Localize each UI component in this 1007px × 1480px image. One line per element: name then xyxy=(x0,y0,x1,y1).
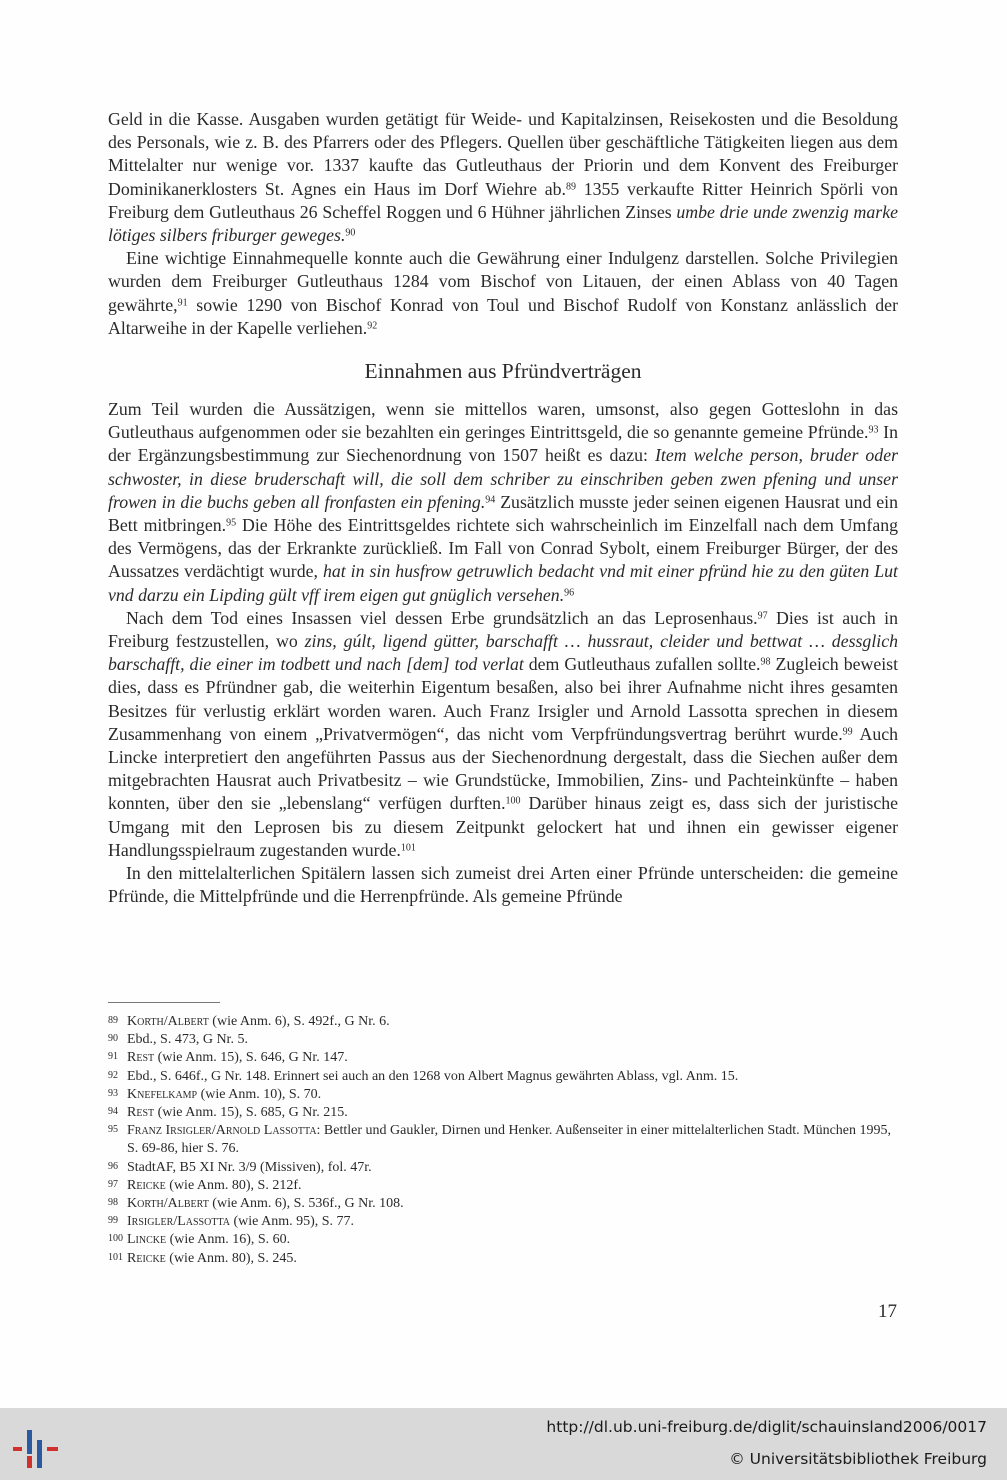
footnote-number: 98 xyxy=(108,1197,118,1209)
footnote-text: Korth/Albert (wie Anm. 6), S. 492f., G Nr. 6. xyxy=(127,1014,390,1029)
footnote-text: StadtAF, B5 XI Nr. 3/9 (Missiven), fol. 47r. xyxy=(127,1159,372,1175)
footnote-number: 95 xyxy=(108,1124,118,1136)
footnote-text: Ebd., S. 473, G Nr. 5. xyxy=(127,1032,248,1048)
author-name: Rest xyxy=(127,1050,155,1066)
footnote-item xyxy=(108,1031,898,1049)
footnote-number: 89 xyxy=(108,1015,118,1026)
footnote-text: Rest (wie Anm. 15), S. 685, G Nr. 215. xyxy=(127,1105,348,1121)
footnote-number: 93 xyxy=(108,1087,118,1099)
footnote-item xyxy=(108,1068,898,1086)
footnote-item xyxy=(108,1195,898,1213)
italic-quote: umbe drie unde zwenzig marke lötiges silbers friburger geweges. xyxy=(108,201,898,246)
footnote-text: Lincke (wie Anm. 16), S. 60. xyxy=(127,1232,291,1248)
footnote-item xyxy=(108,1231,898,1249)
footnote-divider xyxy=(108,1002,220,1003)
footnote-number: 97 xyxy=(108,1178,118,1190)
author-name: Rest xyxy=(127,1105,155,1121)
copyright-notice: © Universitätsbibliothek Freiburg xyxy=(729,1450,987,1468)
footnote-item xyxy=(108,1122,898,1158)
footnote-ref: 92 xyxy=(367,320,378,332)
footnote-item xyxy=(108,1177,898,1195)
footnote-text: Rest (wie Anm. 15), S. 646, G Nr. 147. xyxy=(127,1050,348,1066)
paragraph-3: Zum Teil wurden die Aussätzigen, wenn sie mittellos waren, umsonst, also gegen Gotteslohn in das Gutleuthaus aufgenommen oder sie bezahlten ein geringes Eintrittsgeld, die so genannte gemeine Pfründe.$^{93}$ In der Ergänzungsbestimmung zur Siechenordnung von 1507 heißt es dazu: Item welche person, bruder oder schwoster, in diese bruderschaft will, die soll dem schriber zu einschriben geben zwen pfening und unser frowen in die buchs geben all fronfasten ein pfening.$^{94}$ Zusätzlich musste jeder seinen eigenen Hausrat und ein Bett mitbringen.$^{95}$ Die Höhe des Eintrittsgeldes richtete sich wahrscheinlich im Einzelfall nach dem Umfang des Vermögens, das der Erkrankte zurückließ. Im Fall von Conrad Sybolt, einem Freiburger Bürger, der des Aussatzes verdächtigt wurde, hat in sin husfrow getruwlich bedacht vnd mit einer pfründ hie zu den güten Lut vnd darzu ein Lipding gült vff irem eigen gut gnüglich versehen.$^{96}$ xyxy=(108,399,899,605)
footnotes xyxy=(108,1013,898,1268)
footnote-text: Knefelkamp (wie Anm. 10), S. 70. xyxy=(127,1086,322,1102)
section-heading: Einnahmen aus Pfründverträgen xyxy=(364,359,642,384)
footnote-item xyxy=(108,1159,898,1177)
footnote-ref: 89 xyxy=(565,181,576,193)
italic-quote: hat in sin husfrow getruwlich bedacht vnd mit einer pfründ hie zu den güten Lut vnd darzu ein Lipding gült vff irem eigen gut gnüglich versehen. xyxy=(108,561,898,605)
footnote-ref: 94 xyxy=(485,494,496,506)
source-url-link[interactable]: http://dl.ub.uni-freiburg.de/diglit/schauinsland2006/0017 xyxy=(546,1418,987,1436)
footnote-ref: 96 xyxy=(564,587,575,599)
footnote-number: 96 xyxy=(108,1160,118,1172)
footnote-text: Reicke (wie Anm. 80), S. 245. xyxy=(127,1250,297,1266)
footnote-item xyxy=(108,1086,898,1104)
footnote-item xyxy=(108,1213,898,1231)
footnote-number: 100 xyxy=(108,1233,123,1245)
page-number: 17 xyxy=(878,1301,897,1322)
paragraph-4: Nach dem Tod eines Insassen viel dessen Erbe grundsätzlich an das Leprosenhaus.$^{97}$ Dies ist auch in Freiburg festzustellen, wo zins, gúlt, ligend gütter, barschafft … hussraut, cleider und bettwat … dessglich barschafft, die einer im todbett und nach [dem] tod verlat dem Gutleuthaus zufallen sollte.$^{98}$ Zugleich beweist dies, dass es Pfründner gab, die weiterhin Eigentum besaßen, also bei ihrer Aufnahme nicht ihres gesamten Besitzes für verlustig erklärt worden waren. Auch Franz Irsigler und Arnold Lassotta sprechen in diesem Zusammenhang von einem „Privatvermögen“, das nicht vom Verpfründungsvertrag berührt wurde.$^{99}$ Auch Lincke interpretiert den angeführten Passus aus der Siechenordnung dergestalt, dass die Siechen außer dem mitgebrachten Hausrat auch Privatbesitz – wie Grundstücke, Immobilien, Zins- und Pachteinkünfte – haben konnten, über den sie „lebenslang“ verfügen durften.$^{100}$ Darüber hinaus zeigt es, dass sich der juristische Umgang mit den Leprosen bis zu diesem Zeitpunkt gelockert hat und ihnen ein gewisser eigener Handlungsspielraum zugestanden wurde.$^{101}$ xyxy=(108,607,899,860)
library-logo-icon xyxy=(10,1420,64,1472)
footnote-text: Ebd., S. 646f., G Nr. 148. Erinnert sei auch an den 1268 von Albert Magnus gewährten Ablass, vgl. Anm. 15. xyxy=(127,1068,739,1084)
footnote-number: 99 xyxy=(108,1215,118,1227)
footnote-ref: 95 xyxy=(226,517,237,529)
paragraph-2: Eine wichtige Einnahmequelle konnte auch die Gewährung einer Indulgenz darstellen. Solche Privilegien wurden dem Freiburger Gutleuthaus 1284 vom Bischof von Litauen, der einen Ablass von 40 Tagen gewährte,$^{91}$ sowie 1290 von Bischof Konrad von Toul und Bischof Rudolf von Konstanz anlässlich der Altarweihe in der Kapelle verliehen.$^{92}$ xyxy=(108,248,898,338)
paragraph-1: Geld in die Kasse. Ausgaben wurden getätigt für Weide- und Kapitalzinsen, Reisekosten und die Besoldung des Personals, wie z. B. des Pfarrers oder des Pflegers. Quellen über geschäftliche Tätigkeiten liegen aus dem Mittelalter nur wenige vor. 1337 kaufte das Gutleuthaus der Priorin und dem Konvent des Freiburger Dominikanerklosters St. Agnes ein Haus im Dorf Wiehre ab.$^{89}$ 1355 verkaufte Ritter Heinrich Spörli von Freiburg dem Gutleuthaus 26 Scheffel Roggen und 6 Hühner jährlichen Zinses umbe drie unde zwenzig marke lötiges silbers friburger geweges.$^{90}$ xyxy=(108,109,898,246)
footnote-ref: 101 xyxy=(400,842,416,854)
author-name: Lincke xyxy=(127,1232,167,1248)
italic-quote: zins, gúlt, ligend gütter, barschafft … hussraut, cleider und bettwat … dessglich barschafft, die einer im todbett und nach [dem] tod verlat xyxy=(108,631,898,675)
footnote-number: 91 xyxy=(108,1051,118,1063)
footnote-item xyxy=(108,1104,898,1122)
author-name: Irsigler/Lassotta xyxy=(127,1214,230,1230)
author-name: Knefelkamp xyxy=(127,1086,198,1102)
author-name: Reicke xyxy=(127,1177,166,1193)
author-name: Reicke xyxy=(127,1250,166,1266)
footnote-ref: 99 xyxy=(842,726,853,738)
body-text xyxy=(108,108,898,909)
author-name: Korth/Albert xyxy=(127,1196,209,1212)
author-name: Franz Irsigler/Arnold Lassotta xyxy=(127,1123,317,1139)
footnote-text: Irsigler/Lassotta (wie Anm. 95), S. 77. xyxy=(127,1214,355,1230)
author-name: Korth/Albert xyxy=(127,1014,209,1029)
footnote-text: Reicke (wie Anm. 80), S. 212f. xyxy=(127,1177,302,1193)
italic-quote: Item welche person, bruder oder schwoster, in diese bruderschaft will, die soll dem schriber zu einschriben geben zwen pfening und unser frowen in die buchs geben all fronfasten ein pfening. xyxy=(108,445,899,512)
footnote-number: 94 xyxy=(108,1106,118,1118)
footnote-ref: 91 xyxy=(177,297,188,309)
footnote-number: 92 xyxy=(108,1069,118,1081)
footnote-item xyxy=(108,1013,898,1031)
footnote-number: 90 xyxy=(108,1033,118,1045)
footnote-ref: 100 xyxy=(505,795,521,807)
footnote-item xyxy=(108,1049,898,1067)
footnote-text: Franz Irsigler/Arnold Lassotta: Bettler und Gaukler, Dirnen und Henker. Außenseiter in einer mittelalterlichen Stadt. München 1995, S. 69-86, hier S. 76. xyxy=(127,1123,891,1157)
footnote-number: 101 xyxy=(108,1251,123,1263)
paragraph-5: In den mittelalterlichen Spitälern lassen sich zumeist drei Arten einer Pfründe unterscheiden: die gemeine Pfründe, die Mittelpfründe und die Herrenpfründe. Als gemeine Pfründe xyxy=(108,863,898,907)
footnote-ref: 90 xyxy=(345,227,356,239)
footnote-item xyxy=(108,1250,898,1268)
footnote-ref: 97 xyxy=(757,610,768,622)
footnote-text: Korth/Albert (wie Anm. 6), S. 536f., G Nr. 108. xyxy=(127,1196,404,1212)
footnote-ref: 98 xyxy=(760,656,771,668)
footnote-ref: 93 xyxy=(868,424,879,436)
